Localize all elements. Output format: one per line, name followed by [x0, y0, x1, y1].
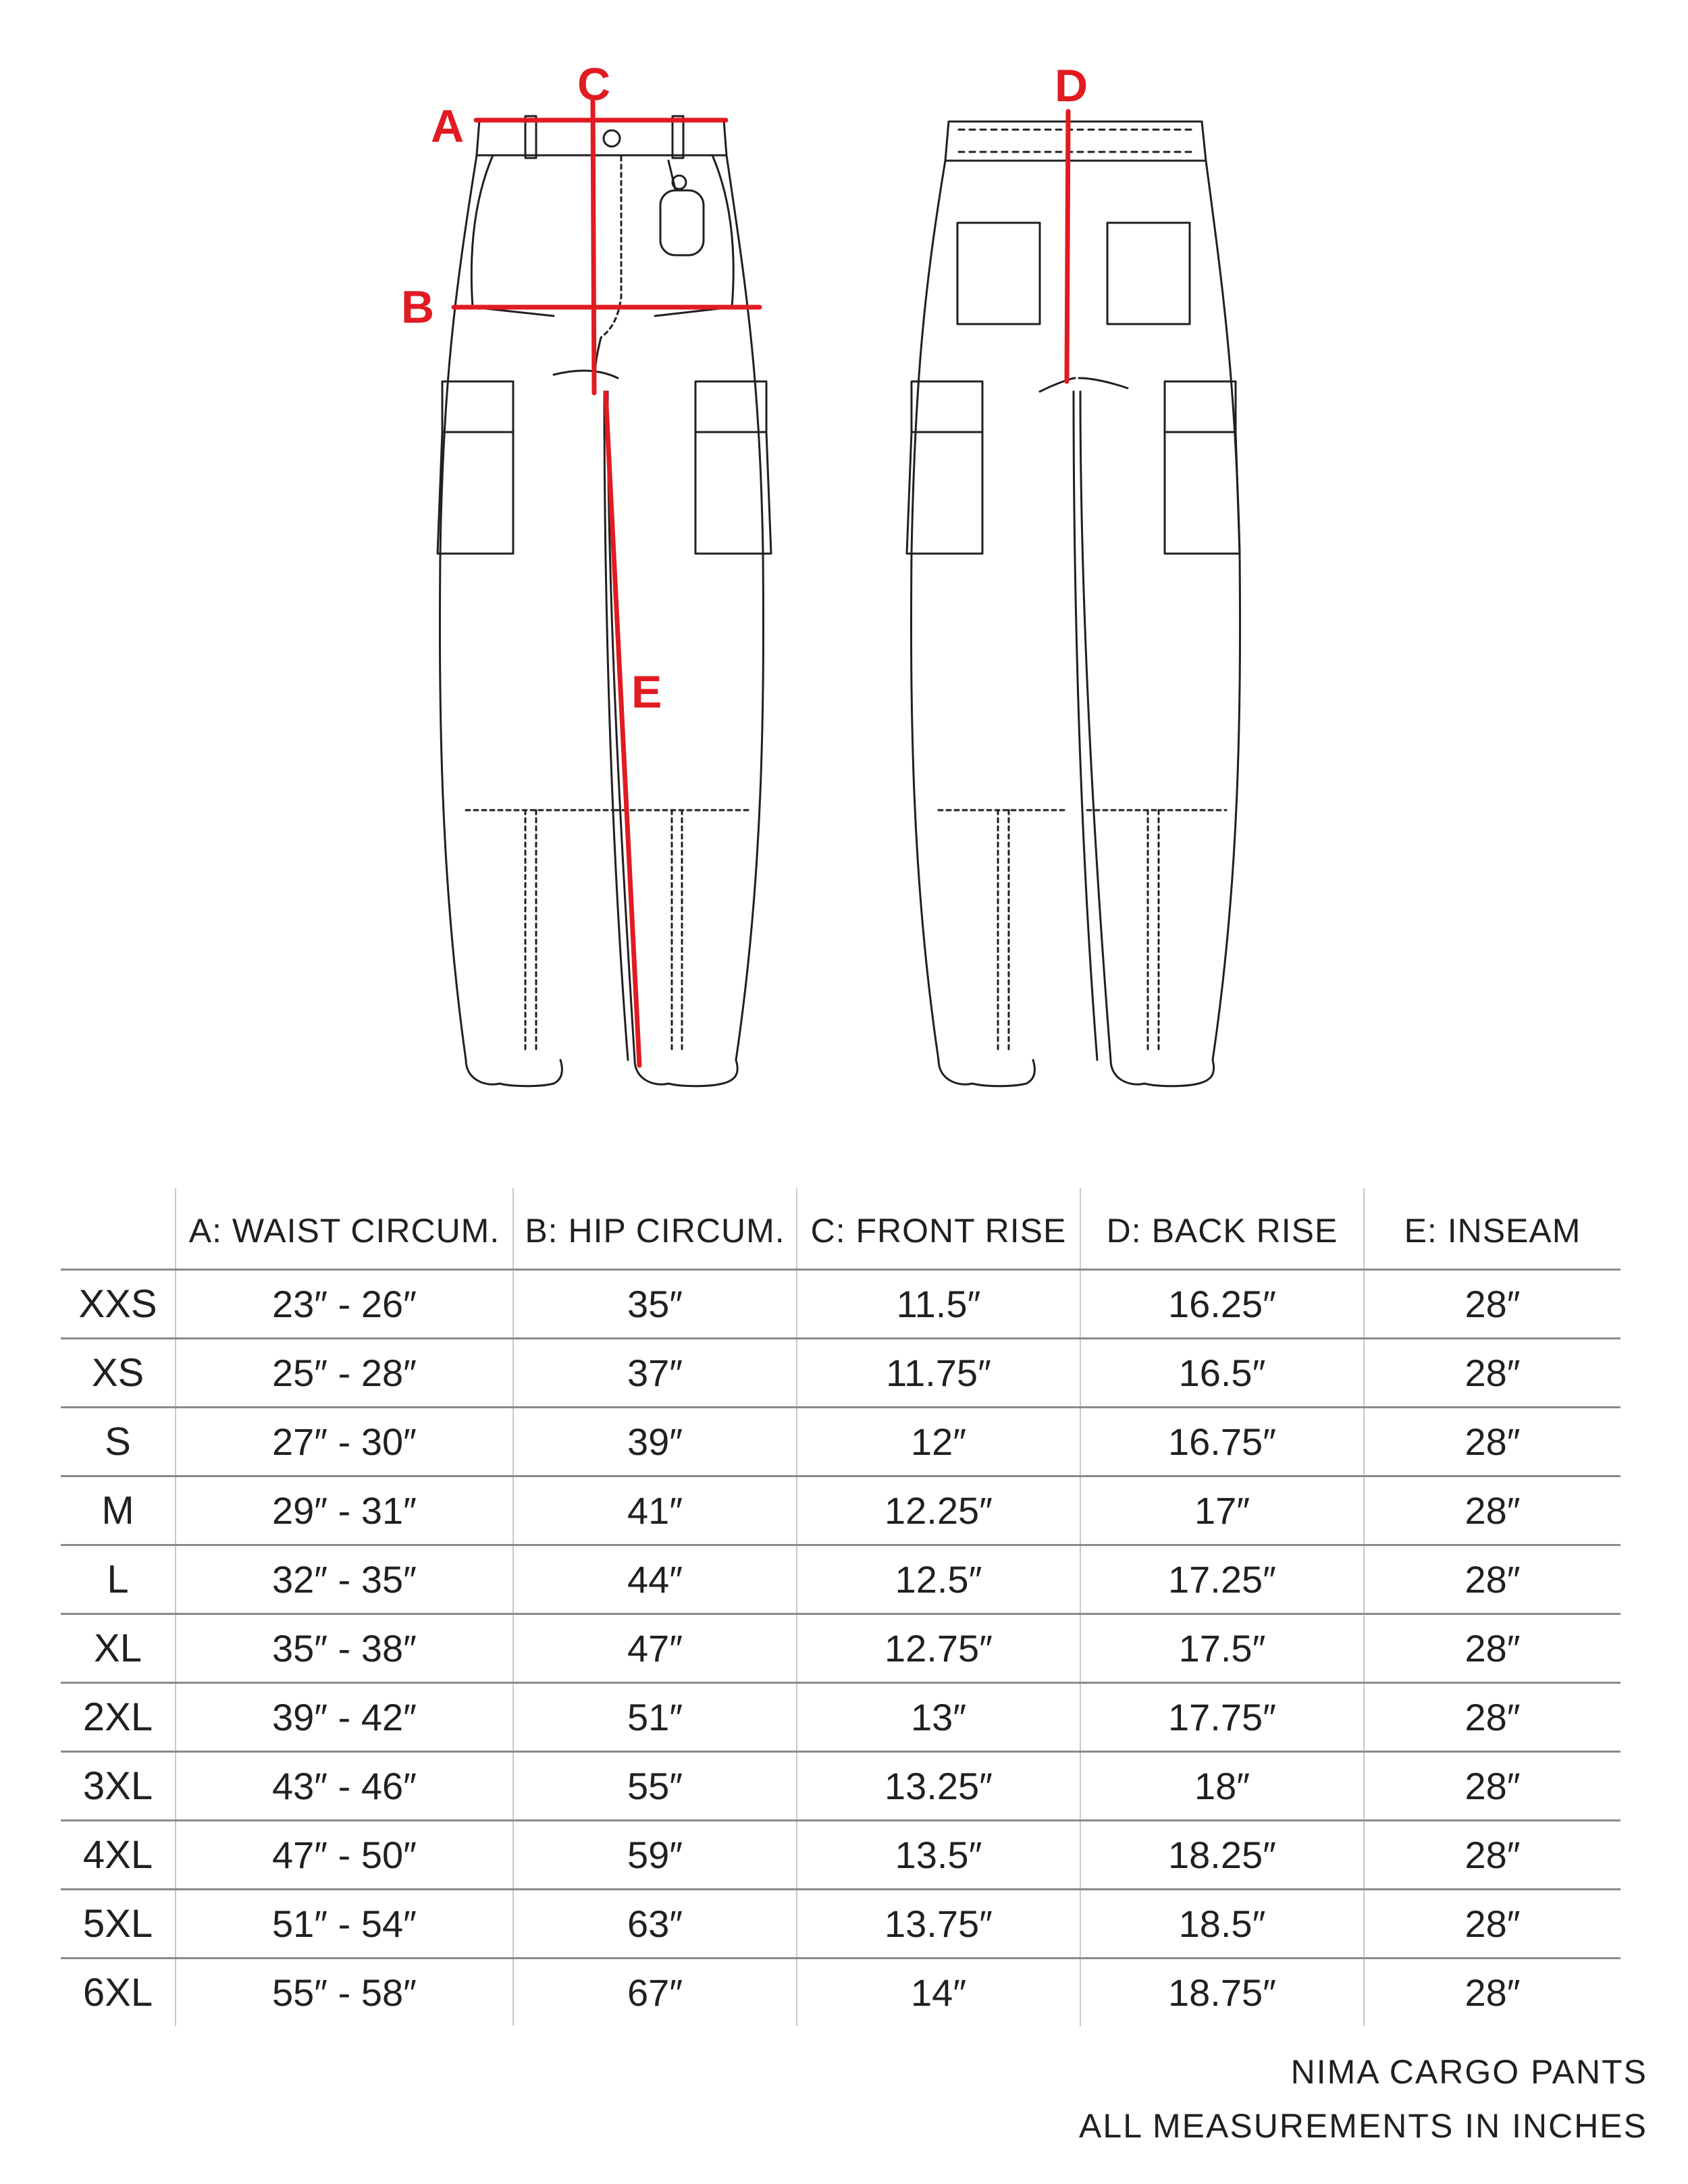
front-rise-cell: 13.25″: [797, 1752, 1080, 1821]
front-rise-cell: 11.5″: [797, 1270, 1080, 1339]
marker-c: C: [577, 59, 611, 110]
header-waist: A: WAIST CIRCUM.: [176, 1188, 513, 1270]
hip-cell: 39″: [513, 1408, 797, 1476]
measure-line-c: [593, 98, 594, 393]
front-rise-cell: 12.5″: [797, 1545, 1080, 1614]
back-rise-cell: 17.75″: [1080, 1683, 1364, 1752]
table-row: [61, 1545, 1620, 1614]
hip-cell: 51″: [513, 1683, 797, 1752]
waist-cell: 27″ - 30″: [176, 1408, 513, 1476]
size-cell: 4XL: [61, 1821, 176, 1890]
inseam-cell: 28″: [1364, 1821, 1620, 1890]
back-rise-cell: 17″: [1080, 1476, 1364, 1545]
size-cell: L: [61, 1545, 176, 1614]
front-rise-cell: 13.5″: [797, 1821, 1080, 1890]
inseam-cell: 28″: [1364, 1614, 1620, 1683]
inseam-cell: 28″: [1364, 1545, 1620, 1614]
inseam-cell: 28″: [1364, 1959, 1620, 2027]
inseam-cell: 28″: [1364, 1408, 1620, 1476]
table-row: [61, 1408, 1620, 1476]
measurement-note: ALL MEASUREMENTS IN INCHES: [1079, 2107, 1647, 2145]
size-cell: 5XL: [61, 1890, 176, 1959]
waist-cell: 51″ - 54″: [176, 1890, 513, 1959]
inseam-cell: 28″: [1364, 1683, 1620, 1752]
size-cell: XS: [61, 1339, 176, 1408]
size-cell: M: [61, 1476, 176, 1545]
back-rise-cell: 16.75″: [1080, 1408, 1364, 1476]
marker-e: E: [631, 666, 662, 718]
front-view-sketch: [438, 116, 771, 1086]
marker-b: B: [401, 282, 435, 333]
table-body: [61, 1270, 1620, 2027]
waist-cell: 25″ - 28″: [176, 1339, 513, 1408]
back-rise-cell: 16.25″: [1080, 1270, 1364, 1339]
back-rise-cell: 18.75″: [1080, 1959, 1364, 2027]
back-rise-cell: 18.25″: [1080, 1821, 1364, 1890]
waist-cell: 39″ - 42″: [176, 1683, 513, 1752]
header-front-rise: C: FRONT RISE: [797, 1188, 1080, 1270]
waist-cell: 32″ - 35″: [176, 1545, 513, 1614]
size-cell: XL: [61, 1614, 176, 1683]
size-cell: S: [61, 1408, 176, 1476]
size-cell: 2XL: [61, 1683, 176, 1752]
waist-cell: 35″ - 38″: [176, 1614, 513, 1683]
table-row: [61, 1270, 1620, 1339]
front-rise-cell: 12.25″: [797, 1476, 1080, 1545]
marker-d: D: [1055, 60, 1088, 111]
header-size: [61, 1188, 176, 1270]
table-row: [61, 1476, 1620, 1545]
back-rise-cell: 18.5″: [1080, 1890, 1364, 1959]
hip-cell: 44″: [513, 1545, 797, 1614]
waist-cell: 47″ - 50″: [176, 1821, 513, 1890]
front-rise-cell: 11.75″: [797, 1339, 1080, 1408]
header-inseam: E: INSEAM: [1364, 1188, 1620, 1270]
inseam-cell: 28″: [1364, 1752, 1620, 1821]
waist-cell: 55″ - 58″: [176, 1959, 513, 2027]
back-view-sketch: [907, 122, 1240, 1086]
front-rise-cell: 13.75″: [797, 1890, 1080, 1959]
inseam-cell: 28″: [1364, 1890, 1620, 1959]
waist-cell: 29″ - 31″: [176, 1476, 513, 1545]
marker-a: A: [431, 101, 465, 152]
table-row: [61, 1752, 1620, 1821]
hip-cell: 37″: [513, 1339, 797, 1408]
inseam-cell: 28″: [1364, 1270, 1620, 1339]
waist-cell: 43″ - 46″: [176, 1752, 513, 1821]
hip-cell: 41″: [513, 1476, 797, 1545]
back-rise-cell: 17.5″: [1080, 1614, 1364, 1683]
back-rise-cell: 17.25″: [1080, 1545, 1364, 1614]
table-row: [61, 1890, 1620, 1959]
front-rise-cell: 13″: [797, 1683, 1080, 1752]
table-row: [61, 1959, 1620, 2027]
back-rise-cell: 18″: [1080, 1752, 1364, 1821]
hip-cell: 35″: [513, 1270, 797, 1339]
hip-cell: 59″: [513, 1821, 797, 1890]
hip-cell: 67″: [513, 1959, 797, 2027]
product-title: NIMA CARGO PANTS: [1290, 2053, 1647, 2091]
header-back-rise: D: BACK RISE: [1080, 1188, 1364, 1270]
hip-cell: 47″: [513, 1614, 797, 1683]
table-row: [61, 1821, 1620, 1890]
table-header-row: [61, 1188, 1620, 1270]
front-rise-cell: 12.75″: [797, 1614, 1080, 1683]
hip-cell: 55″: [513, 1752, 797, 1821]
back-rise-cell: 16.5″: [1080, 1339, 1364, 1408]
size-cell: 3XL: [61, 1752, 176, 1821]
inseam-cell: 28″: [1364, 1339, 1620, 1408]
size-cell: XXS: [61, 1270, 176, 1339]
waist-cell: 23″ - 26″: [176, 1270, 513, 1339]
size-cell: 6XL: [61, 1959, 176, 2027]
table-row: [61, 1339, 1620, 1408]
measure-line-d: [1067, 111, 1068, 381]
front-rise-cell: 14″: [797, 1959, 1080, 2027]
inseam-cell: 28″: [1364, 1476, 1620, 1545]
size-chart-table: [61, 1188, 1620, 2026]
front-rise-cell: 12″: [797, 1408, 1080, 1476]
header-hip: B: HIP CIRCUM.: [513, 1188, 797, 1270]
table-row: [61, 1683, 1620, 1752]
hip-cell: 63″: [513, 1890, 797, 1959]
table-row: [61, 1614, 1620, 1683]
